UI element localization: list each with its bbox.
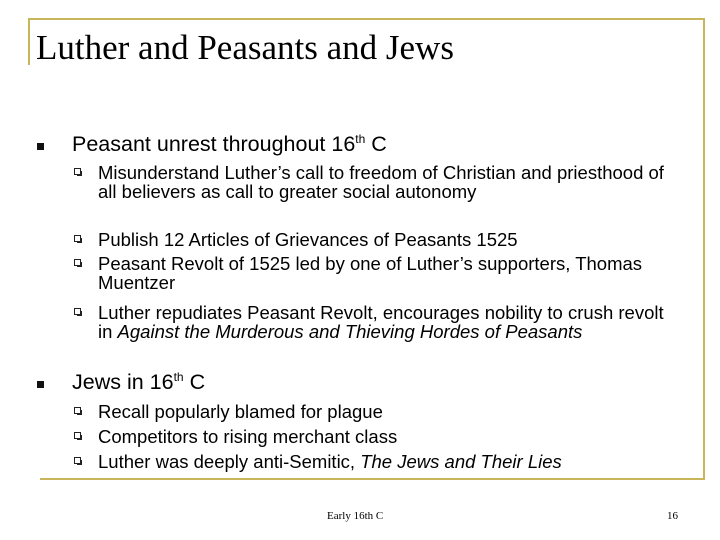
bullet-text: Jews in 16 — [72, 370, 174, 394]
frame-right-line — [703, 18, 705, 479]
bullet-text: Peasant unrest throughout 16 — [72, 132, 356, 156]
footer-center-text: Early 16th C — [327, 510, 384, 522]
frame-top-line — [28, 18, 705, 20]
checkbox-bullet-icon — [74, 235, 81, 242]
checkbox-bullet-icon — [74, 308, 81, 315]
book-title-the-jews: The Jews and Their Lies — [360, 451, 562, 472]
frame-bottom-line — [40, 478, 705, 480]
frame-left-line — [28, 18, 30, 65]
checkbox-bullet-icon — [74, 407, 81, 414]
sub-bullet-anti-semitic — [98, 452, 673, 471]
checkbox-bullet-icon — [74, 457, 81, 464]
sub-bullet-luther-repudiates — [98, 303, 673, 341]
bullet-jews — [72, 370, 205, 394]
square-bullet-icon — [37, 143, 44, 150]
square-bullet-icon — [37, 381, 44, 388]
bullet-text-suffix: C — [365, 132, 387, 156]
checkbox-bullet-icon — [74, 168, 81, 175]
sub-bullet-merchant: Competitors to rising merchant class — [98, 426, 398, 447]
sub-bullet-12-articles: Publish 12 Articles of Grievances of Peasants 1525 — [98, 229, 518, 250]
checkbox-bullet-icon — [74, 432, 81, 439]
sub-bullet-plague: Recall popularly blamed for plague — [98, 401, 383, 422]
checkbox-bullet-icon — [74, 259, 81, 266]
bullet-superscript: th — [355, 132, 366, 146]
slide-title: Luther and Peasants and Jews — [36, 28, 454, 67]
sub-bullet-misunderstand: Misunderstand Luther’s call to freedom of Christian and priesthood of all believers as call to greater social autonomy — [98, 162, 664, 202]
bullet-superscript: th — [173, 370, 184, 384]
sub-bullet-plain-text: Luther repudiates Peasant Revolt, encourages nobility to crush revolt in — [98, 302, 664, 342]
sub-bullet-plain-text: Luther was deeply anti-Semitic, — [98, 451, 361, 472]
bullet-peasant-unrest — [72, 132, 387, 156]
book-title-against-the-murderous: Against the Murderous and Thieving Hordes of Peasants — [117, 321, 583, 342]
sub-bullet-peasant-revolt: Peasant Revolt of 1525 led by one of Luther’s supporters, Thomas Muentzer — [98, 253, 643, 293]
page-number: 16 — [667, 510, 678, 522]
bullet-text-suffix: C — [183, 370, 206, 394]
